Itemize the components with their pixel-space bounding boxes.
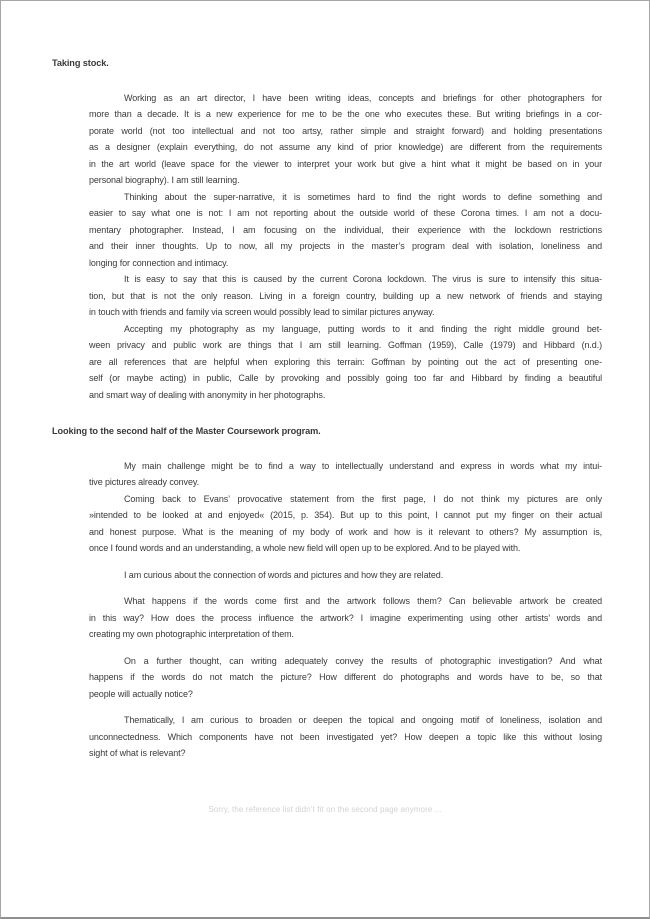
text-line: Thinking about the super-narrative, it is sometimes hard to find the right words to define something and (124, 191, 602, 202)
section (1, 55, 649, 403)
text-line: in this way? How does the process influence the artwork? I imagine experimenting using other artists’ words and (89, 612, 602, 623)
paragraph (89, 567, 602, 584)
text-line: What happens if the words come first and the artwork follows them? Can believable artwork be created (124, 596, 602, 606)
text-line: in the art world (leave space for the viewer to interpret your work but give a hint what it might be based on in your (89, 158, 602, 169)
text-line: tion, but that is not the only reason. Living in a foreign country, building up a new network of friends and staying (89, 290, 602, 301)
text-line: Coming back to Evans’ provocative statement from the first page, I do not think my pictures are only (124, 493, 602, 504)
text-line: personal biography). I am still learning. (89, 175, 240, 185)
text-line: unconnectedness. Which components have not been investigated yet? How deepen a topic like this without losing (89, 731, 602, 742)
text-line: creating my own photographic interpretation of them. (89, 629, 294, 639)
paragraph (89, 90, 602, 189)
text-line: Thematically, I am curious to broaden or deepen the topical and ongoing motif of loneliness, isolation and (124, 715, 602, 725)
text-line: Working as an art director, I have been writing ideas, concepts and briefings for other photographers for (124, 92, 602, 103)
text-line: mentary photographer. Instead, I am focusing on the individual, their experience with the lockdown restrictions (89, 224, 602, 235)
text-line: Accepting my photography as my language, putting words to it and finding the right middle ground bet- (124, 323, 602, 334)
paragraph (89, 189, 602, 272)
text-line: and honest purpose. What is the meaning of my body of work and how is it relevant to others? My assumption is, (89, 526, 602, 537)
footer-note: Sorry, the reference list didn’t fit on the second page anymore ... (208, 805, 442, 814)
text-line: longing for connection and intimacy. (89, 257, 229, 268)
section-paragraphs (89, 458, 602, 762)
text-line: and smart way of dealing with anonymity in her photographs. (89, 389, 326, 400)
paragraph (89, 271, 602, 321)
section-heading: Looking to the second half of the Master Coursework program. (52, 426, 321, 436)
text-line: self (or maybe acting) in public, Calle by provoking and possibly going too far and Hibbard by finding a beautiful (89, 373, 602, 383)
text-line: as a designer (explain everything, do not assume any kind of prior knowledge) are different from the requirements (89, 142, 602, 152)
text-line: easier to say what one is not: I am not reporting about the outside world of these Corona times. I am not a docu- (89, 208, 602, 218)
text-line: My main challenge might be to find a way to intellectually understand and express in words what my intui- (124, 460, 602, 471)
text-line: happens if the words do not match the picture? How different do photographs and words have to be, so that (89, 672, 602, 682)
paragraph (89, 491, 602, 557)
paragraph (89, 712, 602, 762)
text-line: and their inner thoughts. Up to now, all my projects in the master’s program deal with isolation, loneliness and (89, 241, 602, 251)
text-line: in touch with friends and family via screen would possibly lead to similar pictures anyway. (89, 307, 435, 317)
paragraph (89, 653, 602, 703)
text-line: On a further thought, can writing adequately convey the results of photographic investigation? And what (124, 655, 602, 666)
section-paragraphs (89, 90, 602, 404)
text-line: »intended to be looked at and enjoyed« (2015, p. 354). But up to this point, I cannot put my finger on their actual (89, 510, 602, 520)
paragraph (89, 458, 602, 491)
text-line: porate world (not too intellectual and not too artsy, rather simple and straight forward) and holding presentations (89, 125, 602, 136)
text-line: I am curious about the connection of words and pictures and how they are related. (124, 569, 444, 580)
text-line: ween privacy and public work are things that I am still learning. Goffman (1959), Calle (1979) and Hibbard (n.d.) (89, 340, 602, 350)
text-line: tive pictures already convey. (89, 477, 199, 487)
section (1, 423, 649, 762)
text-line: once I found words and an understanding, a whole new field will open up to be explored. And to be played with. (89, 543, 521, 553)
paragraph (89, 321, 602, 404)
text-line: sight of what is relevant? (89, 748, 186, 758)
paragraph (89, 593, 602, 643)
text-line: It is easy to say that this is caused by the current Corona lockdown. The virus is sure to intensify this situa- (124, 274, 602, 284)
text-line: people will actually notice? (89, 688, 193, 699)
document-body (1, 1, 649, 762)
text-line: more than a decade. It is a new experience for me to be the one who executes these. But writing briefings in a cor- (89, 109, 602, 119)
text-line: are all references that are helpful when exploring this terrain: Goffman by pointing out the act of presenting one- (89, 356, 602, 367)
section-heading: Taking stock. (52, 58, 109, 68)
